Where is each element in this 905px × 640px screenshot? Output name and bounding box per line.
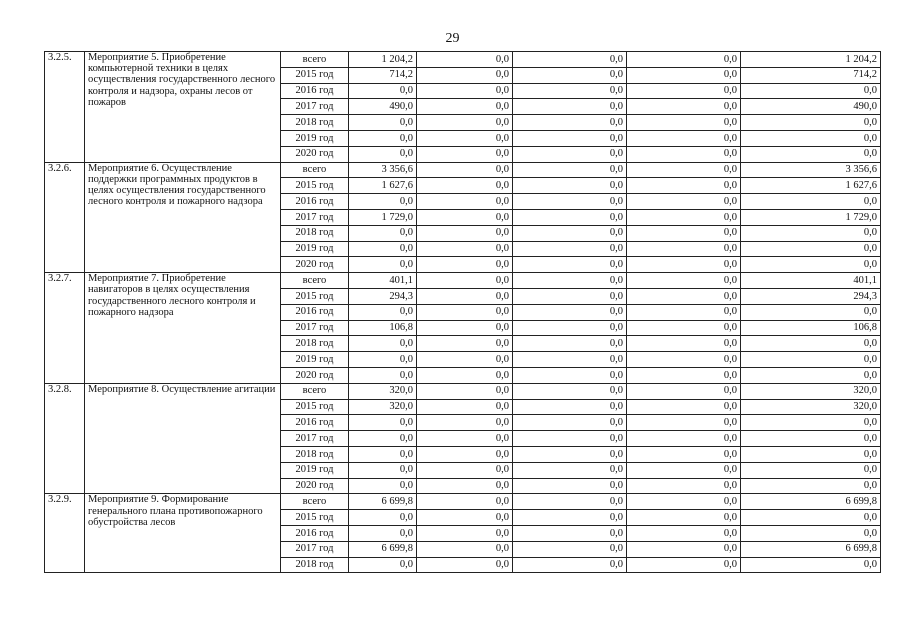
amount-cell: 0,0 xyxy=(513,557,627,573)
item-description: Мероприятие 5. Приобретение компьютерной техники в целях осуществления государственного лесного контроля и надзора, охраны лесов от пожаров xyxy=(85,52,281,163)
amount-cell: 0,0 xyxy=(513,257,627,273)
amount-cell: 0,0 xyxy=(513,178,627,194)
amount-cell: 0,0 xyxy=(741,304,881,320)
period-cell: 2020 год xyxy=(281,146,349,162)
amount-cell: 0,0 xyxy=(513,194,627,210)
amount-cell: 0,0 xyxy=(513,146,627,162)
period-cell: 2019 год xyxy=(281,130,349,146)
item-code: 3.2.5. xyxy=(45,52,85,163)
amount-cell: 0,0 xyxy=(627,194,741,210)
amount-cell: 1 627,6 xyxy=(741,178,881,194)
item-description: Мероприятие 9. Формирование генерального плана противопожарного обустройства лесов xyxy=(85,494,281,573)
amount-cell: 0,0 xyxy=(513,415,627,431)
amount-cell: 0,0 xyxy=(627,510,741,526)
amount-cell: 0,0 xyxy=(417,431,513,447)
item-description: Мероприятие 6. Осуществление поддержки программных продуктов в целях осуществления государственного лесного контроля и пожарного надзора xyxy=(85,162,281,273)
amount-cell: 0,0 xyxy=(513,273,627,289)
amount-cell: 0,0 xyxy=(513,525,627,541)
amount-cell: 0,0 xyxy=(513,99,627,115)
period-cell: 2015 год xyxy=(281,67,349,83)
amount-cell: 0,0 xyxy=(417,130,513,146)
amount-cell: 3 356,6 xyxy=(741,162,881,178)
period-cell: 2016 год xyxy=(281,525,349,541)
amount-cell: 0,0 xyxy=(627,209,741,225)
amount-cell: 0,0 xyxy=(627,130,741,146)
amount-cell: 0,0 xyxy=(627,383,741,399)
amount-cell: 0,0 xyxy=(627,52,741,68)
amount-cell: 0,0 xyxy=(741,194,881,210)
period-cell: 2019 год xyxy=(281,462,349,478)
period-cell: всего xyxy=(281,383,349,399)
amount-cell: 0,0 xyxy=(741,257,881,273)
amount-cell: 0,0 xyxy=(349,336,417,352)
amount-cell: 1 729,0 xyxy=(741,209,881,225)
amount-cell: 1 204,2 xyxy=(741,52,881,68)
amount-cell: 0,0 xyxy=(417,162,513,178)
amount-cell: 320,0 xyxy=(741,399,881,415)
amount-cell: 0,0 xyxy=(349,525,417,541)
amount-cell: 0,0 xyxy=(417,446,513,462)
amount-cell: 0,0 xyxy=(513,478,627,494)
amount-cell: 0,0 xyxy=(513,510,627,526)
amount-cell: 0,0 xyxy=(349,462,417,478)
item-description: Мероприятие 7. Приобретение навигаторов в целях осуществления государственного лесного контроля и пожарного надзора xyxy=(85,273,281,384)
period-cell: 2016 год xyxy=(281,83,349,99)
amount-cell: 0,0 xyxy=(417,52,513,68)
table-row xyxy=(45,383,881,399)
period-cell: всего xyxy=(281,494,349,510)
amount-cell: 490,0 xyxy=(349,99,417,115)
period-cell: 2015 год xyxy=(281,178,349,194)
amount-cell: 0,0 xyxy=(417,83,513,99)
period-cell: 2016 год xyxy=(281,194,349,210)
amount-cell: 0,0 xyxy=(741,336,881,352)
amount-cell: 0,0 xyxy=(417,320,513,336)
item-code: 3.2.6. xyxy=(45,162,85,273)
amount-cell: 0,0 xyxy=(349,557,417,573)
amount-cell: 1 627,6 xyxy=(349,178,417,194)
amount-cell: 0,0 xyxy=(627,162,741,178)
amount-cell: 0,0 xyxy=(417,288,513,304)
amount-cell: 0,0 xyxy=(741,352,881,368)
amount-cell: 0,0 xyxy=(349,352,417,368)
amount-cell: 0,0 xyxy=(627,178,741,194)
amount-cell: 0,0 xyxy=(349,304,417,320)
amount-cell: 0,0 xyxy=(513,367,627,383)
amount-cell: 0,0 xyxy=(741,462,881,478)
period-cell: всего xyxy=(281,52,349,68)
amount-cell: 0,0 xyxy=(627,525,741,541)
item-description: Мероприятие 8. Осуществление агитации xyxy=(85,383,281,494)
amount-cell: 0,0 xyxy=(513,352,627,368)
table-row xyxy=(45,273,881,289)
period-cell: всего xyxy=(281,273,349,289)
amount-cell: 294,3 xyxy=(349,288,417,304)
amount-cell: 0,0 xyxy=(349,257,417,273)
amount-cell: 0,0 xyxy=(627,99,741,115)
amount-cell: 0,0 xyxy=(349,194,417,210)
period-cell: 2018 год xyxy=(281,557,349,573)
amount-cell: 0,0 xyxy=(513,336,627,352)
amount-cell: 0,0 xyxy=(513,209,627,225)
amount-cell: 0,0 xyxy=(417,557,513,573)
amount-cell: 0,0 xyxy=(627,352,741,368)
table-row xyxy=(45,52,881,68)
period-cell: 2016 год xyxy=(281,304,349,320)
amount-cell: 0,0 xyxy=(417,225,513,241)
amount-cell: 0,0 xyxy=(513,446,627,462)
amount-cell: 0,0 xyxy=(741,510,881,526)
amount-cell: 6 699,8 xyxy=(349,494,417,510)
amount-cell: 0,0 xyxy=(741,225,881,241)
budget-table xyxy=(44,51,881,573)
amount-cell: 1 204,2 xyxy=(349,52,417,68)
amount-cell: 0,0 xyxy=(513,541,627,557)
amount-cell: 0,0 xyxy=(349,431,417,447)
amount-cell: 0,0 xyxy=(627,431,741,447)
period-cell: 2018 год xyxy=(281,336,349,352)
amount-cell: 294,3 xyxy=(741,288,881,304)
amount-cell: 0,0 xyxy=(349,130,417,146)
amount-cell: 0,0 xyxy=(741,557,881,573)
amount-cell: 320,0 xyxy=(349,383,417,399)
amount-cell: 0,0 xyxy=(627,115,741,131)
amount-cell: 0,0 xyxy=(741,241,881,257)
amount-cell: 0,0 xyxy=(627,336,741,352)
amount-cell: 0,0 xyxy=(349,225,417,241)
amount-cell: 0,0 xyxy=(417,194,513,210)
amount-cell: 0,0 xyxy=(513,399,627,415)
item-code: 3.2.7. xyxy=(45,273,85,384)
amount-cell: 0,0 xyxy=(417,115,513,131)
item-code: 3.2.9. xyxy=(45,494,85,573)
amount-cell: 0,0 xyxy=(417,478,513,494)
amount-cell: 0,0 xyxy=(741,446,881,462)
amount-cell: 0,0 xyxy=(513,383,627,399)
amount-cell: 0,0 xyxy=(417,383,513,399)
amount-cell: 0,0 xyxy=(741,115,881,131)
table-row xyxy=(45,162,881,178)
amount-cell: 0,0 xyxy=(417,257,513,273)
amount-cell: 0,0 xyxy=(349,241,417,257)
amount-cell: 0,0 xyxy=(417,67,513,83)
amount-cell: 714,2 xyxy=(741,67,881,83)
period-cell: 2016 год xyxy=(281,415,349,431)
amount-cell: 490,0 xyxy=(741,99,881,115)
amount-cell: 6 699,8 xyxy=(349,541,417,557)
item-code: 3.2.8. xyxy=(45,383,85,494)
amount-cell: 0,0 xyxy=(627,399,741,415)
amount-cell: 0,0 xyxy=(513,462,627,478)
period-cell: 2020 год xyxy=(281,367,349,383)
amount-cell: 0,0 xyxy=(417,525,513,541)
amount-cell: 0,0 xyxy=(741,367,881,383)
budget-table-body xyxy=(45,52,881,573)
amount-cell: 0,0 xyxy=(417,541,513,557)
amount-cell: 0,0 xyxy=(627,241,741,257)
amount-cell: 0,0 xyxy=(513,494,627,510)
amount-cell: 320,0 xyxy=(349,399,417,415)
amount-cell: 0,0 xyxy=(417,367,513,383)
period-cell: 2015 год xyxy=(281,510,349,526)
amount-cell: 0,0 xyxy=(417,209,513,225)
amount-cell: 0,0 xyxy=(417,241,513,257)
amount-cell: 0,0 xyxy=(513,288,627,304)
amount-cell: 0,0 xyxy=(627,557,741,573)
amount-cell: 0,0 xyxy=(417,178,513,194)
amount-cell: 0,0 xyxy=(627,367,741,383)
amount-cell: 0,0 xyxy=(627,446,741,462)
amount-cell: 0,0 xyxy=(513,431,627,447)
period-cell: 2017 год xyxy=(281,209,349,225)
amount-cell: 106,8 xyxy=(349,320,417,336)
amount-cell: 0,0 xyxy=(627,494,741,510)
amount-cell: 0,0 xyxy=(627,225,741,241)
amount-cell: 320,0 xyxy=(741,383,881,399)
amount-cell: 0,0 xyxy=(513,304,627,320)
amount-cell: 0,0 xyxy=(627,288,741,304)
period-cell: 2020 год xyxy=(281,478,349,494)
amount-cell: 0,0 xyxy=(417,273,513,289)
amount-cell: 401,1 xyxy=(349,273,417,289)
amount-cell: 0,0 xyxy=(349,446,417,462)
amount-cell: 0,0 xyxy=(513,320,627,336)
period-cell: 2015 год xyxy=(281,288,349,304)
amount-cell: 0,0 xyxy=(513,115,627,131)
period-cell: 2018 год xyxy=(281,115,349,131)
amount-cell: 0,0 xyxy=(513,67,627,83)
amount-cell: 0,0 xyxy=(513,241,627,257)
amount-cell: 0,0 xyxy=(417,415,513,431)
amount-cell: 0,0 xyxy=(513,83,627,99)
amount-cell: 106,8 xyxy=(741,320,881,336)
period-cell: 2017 год xyxy=(281,99,349,115)
amount-cell: 1 729,0 xyxy=(349,209,417,225)
amount-cell: 0,0 xyxy=(627,257,741,273)
amount-cell: 0,0 xyxy=(417,352,513,368)
period-cell: 2017 год xyxy=(281,541,349,557)
amount-cell: 0,0 xyxy=(417,99,513,115)
amount-cell: 0,0 xyxy=(627,304,741,320)
amount-cell: 0,0 xyxy=(627,146,741,162)
amount-cell: 0,0 xyxy=(417,304,513,320)
amount-cell: 0,0 xyxy=(741,478,881,494)
period-cell: 2017 год xyxy=(281,320,349,336)
amount-cell: 6 699,8 xyxy=(741,541,881,557)
table-row xyxy=(45,494,881,510)
amount-cell: 401,1 xyxy=(741,273,881,289)
amount-cell: 0,0 xyxy=(349,83,417,99)
amount-cell: 0,0 xyxy=(741,146,881,162)
amount-cell: 0,0 xyxy=(627,320,741,336)
period-cell: 2018 год xyxy=(281,225,349,241)
amount-cell: 6 699,8 xyxy=(741,494,881,510)
amount-cell: 0,0 xyxy=(417,510,513,526)
amount-cell: 0,0 xyxy=(627,83,741,99)
amount-cell: 714,2 xyxy=(349,67,417,83)
amount-cell: 0,0 xyxy=(627,541,741,557)
period-cell: 2019 год xyxy=(281,241,349,257)
amount-cell: 0,0 xyxy=(417,399,513,415)
amount-cell: 0,0 xyxy=(349,367,417,383)
amount-cell: 0,0 xyxy=(741,431,881,447)
amount-cell: 0,0 xyxy=(513,130,627,146)
amount-cell: 0,0 xyxy=(627,273,741,289)
amount-cell: 0,0 xyxy=(417,336,513,352)
period-cell: 2019 год xyxy=(281,352,349,368)
amount-cell: 0,0 xyxy=(349,146,417,162)
amount-cell: 0,0 xyxy=(741,83,881,99)
amount-cell: 0,0 xyxy=(513,162,627,178)
period-cell: 2018 год xyxy=(281,446,349,462)
amount-cell: 0,0 xyxy=(513,225,627,241)
amount-cell: 0,0 xyxy=(741,130,881,146)
amount-cell: 0,0 xyxy=(417,494,513,510)
amount-cell: 0,0 xyxy=(417,146,513,162)
amount-cell: 0,0 xyxy=(627,415,741,431)
page-number: 29 xyxy=(445,31,460,46)
amount-cell: 0,0 xyxy=(349,415,417,431)
amount-cell: 0,0 xyxy=(513,52,627,68)
amount-cell: 0,0 xyxy=(741,415,881,431)
amount-cell: 0,0 xyxy=(627,478,741,494)
amount-cell: 3 356,6 xyxy=(349,162,417,178)
period-cell: всего xyxy=(281,162,349,178)
period-cell: 2020 год xyxy=(281,257,349,273)
amount-cell: 0,0 xyxy=(349,115,417,131)
period-cell: 2017 год xyxy=(281,431,349,447)
amount-cell: 0,0 xyxy=(349,510,417,526)
amount-cell: 0,0 xyxy=(417,462,513,478)
period-cell: 2015 год xyxy=(281,399,349,415)
amount-cell: 0,0 xyxy=(741,525,881,541)
amount-cell: 0,0 xyxy=(627,67,741,83)
amount-cell: 0,0 xyxy=(349,478,417,494)
amount-cell: 0,0 xyxy=(627,462,741,478)
